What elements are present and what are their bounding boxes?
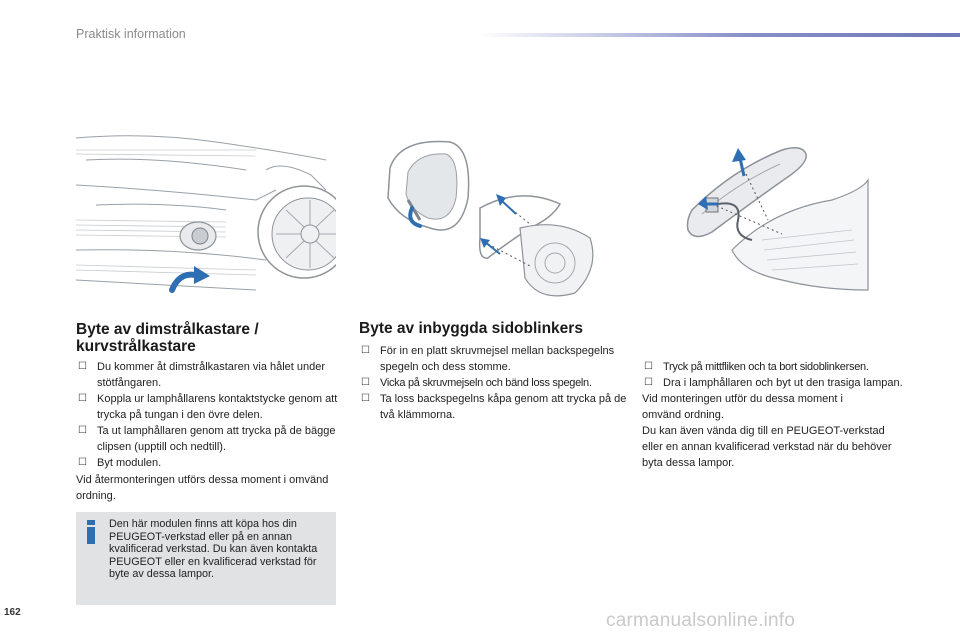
list-item: ☐ Koppla ur lamphållarens kontaktstycke genom att trycka på tungan i den övre delen. xyxy=(78,393,338,421)
page-number: 162 xyxy=(4,607,21,618)
checkbox-bullet-icon: ☐ xyxy=(78,361,87,372)
fog-lamp-illustration xyxy=(76,130,336,310)
section-header: Praktisk information xyxy=(76,27,186,41)
list-item: ☐ Ta loss backspegelns kåpa genom att trycka på de två klämmorna. xyxy=(361,393,627,421)
header-bar xyxy=(478,33,960,37)
checkbox-bullet-icon: ☐ xyxy=(644,377,653,388)
mirror-illustration xyxy=(360,128,610,308)
fog-lamp-steps xyxy=(76,359,338,504)
reassembly-note: Vid återmonteringen utförs dessa moment i omvänd ordning. xyxy=(76,474,329,502)
fog-lamp-heading: Byte av dimstrålkastare / kurvstrålkastare xyxy=(76,321,259,355)
blinker-illustration xyxy=(672,140,872,300)
list-item: ☐ Byt modulen. xyxy=(78,457,162,469)
list-item: ☐ Vicka på skruvmejseln och bänd loss spegeln. xyxy=(361,377,592,389)
checkbox-bullet-icon: ☐ xyxy=(78,457,87,468)
info-icon xyxy=(85,520,97,544)
blinker-steps-a xyxy=(359,343,631,423)
list-item: ☐ Tryck på mittfliken och ta bort sidoblinkersen. xyxy=(644,361,869,373)
list-item: ☐ Ta ut lamphållaren genom att trycka på de bägge clipsen (upptill och nedtill). xyxy=(78,425,336,453)
checkbox-bullet-icon: ☐ xyxy=(78,393,87,404)
info-text: Den här modulen finns att köpa hos din PEUGEOT-verkstad eller på en annan kvalificerad verkstad. Du kan även kontakta PEUGEOT eller en kvalificerad verkstad för byte av dessa lampor. xyxy=(109,518,318,581)
checkbox-bullet-icon: ☐ xyxy=(78,425,87,436)
list-item: ☐ För in en platt skruvmejsel mellan backspegelns spegeln och dess stomme. xyxy=(361,345,615,373)
blinker-steps-b xyxy=(642,359,912,471)
watermark: carmanualsonline.info xyxy=(606,610,796,631)
checkbox-bullet-icon: ☐ xyxy=(361,345,370,356)
blinker-heading: Byte av inbyggda sidoblinkers xyxy=(359,320,583,337)
reassembly-note: Vid monteringen utför du dessa moment i omvänd ordning. xyxy=(642,393,843,421)
workshop-note: Du kan även vända dig till en PEUGEOT-verkstad eller en annan kvalificerad verkstad när du behöver byta dessa lampor. xyxy=(642,425,892,469)
checkbox-bullet-icon: ☐ xyxy=(644,361,653,372)
checkbox-bullet-icon: ☐ xyxy=(361,393,370,404)
checkbox-bullet-icon: ☐ xyxy=(361,377,370,388)
list-item: ☐ Dra i lamphållaren och byt ut den trasiga lampan. xyxy=(644,377,903,389)
info-box xyxy=(76,512,336,605)
list-item: ☐ Du kommer åt dimstrålkastaren via hålet under stötfångaren. xyxy=(78,361,326,389)
